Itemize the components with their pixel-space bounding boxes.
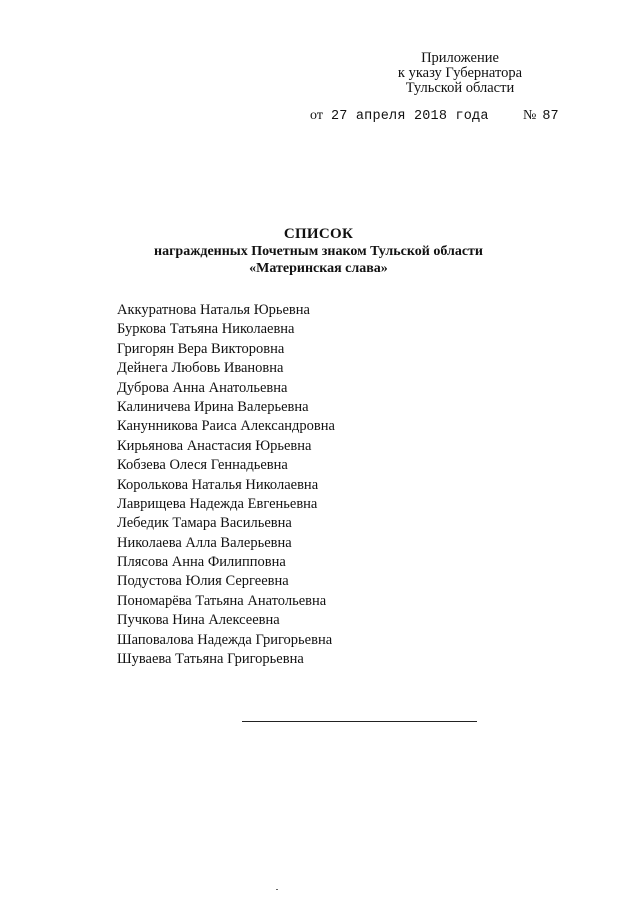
list-item: Лаврищева Надежда Евгеньевна (117, 495, 318, 512)
title-line-2: награжденных Почетным знаком Тульской области (154, 244, 483, 259)
list-item: Николаева Алла Валерьевна (117, 534, 292, 551)
list-item: Дейнега Любовь Ивановна (117, 360, 284, 377)
scan-speck (276, 889, 278, 890)
decree-date: 27 апреля 2018 года (330, 109, 489, 124)
list-item: Калиничева Ирина Валерьевна (117, 398, 309, 415)
end-divider (242, 721, 477, 722)
list-item: Подустова Юлия Сергеевна (117, 573, 289, 590)
list-item: Кирьянова Анастасия Юрьевна (117, 437, 312, 454)
title-line-3: «Материнская слава» (249, 261, 388, 276)
list-item: Королькова Наталья Николаевна (117, 476, 319, 493)
date-prefix: от (310, 108, 323, 123)
list-item: Плясова Анна Филипповна (117, 554, 286, 571)
list-item: Шуваева Татьяна Григорьевна (117, 651, 304, 668)
number-sign: № (523, 108, 537, 123)
list-item: Дуброва Анна Анатольевна (117, 379, 288, 396)
title-main: СПИСОК (283, 226, 354, 242)
appendix-line-2: к указу Губернатора (397, 65, 523, 81)
document-title (0, 226, 637, 277)
list-item: Шаповалова Надежда Григорьевна (117, 631, 333, 648)
decree-number-line (523, 108, 559, 124)
awardee-list (117, 301, 335, 669)
appendix-heading (370, 51, 550, 96)
list-item: Канунникова Раиса Александровна (117, 418, 335, 435)
decree-date-line (310, 108, 489, 124)
list-item: Пономарёва Татьяна Анатольевна (117, 592, 327, 609)
list-item: Кобзева Олеся Геннадьевна (117, 457, 288, 474)
list-item: Буркова Татьяна Николаевна (117, 321, 295, 338)
list-item: Григорян Вера Викторовна (117, 340, 285, 357)
appendix-line-1: Приложение (421, 50, 499, 66)
appendix-line-3: Тульской области (405, 80, 515, 96)
list-item: Пучкова Нина Алексеевна (117, 612, 280, 629)
list-item: Лебедик Тамара Васильевна (117, 515, 292, 532)
list-item: Аккуратнова Наталья Юрьевна (117, 302, 310, 318)
decree-number: 87 (542, 109, 559, 124)
